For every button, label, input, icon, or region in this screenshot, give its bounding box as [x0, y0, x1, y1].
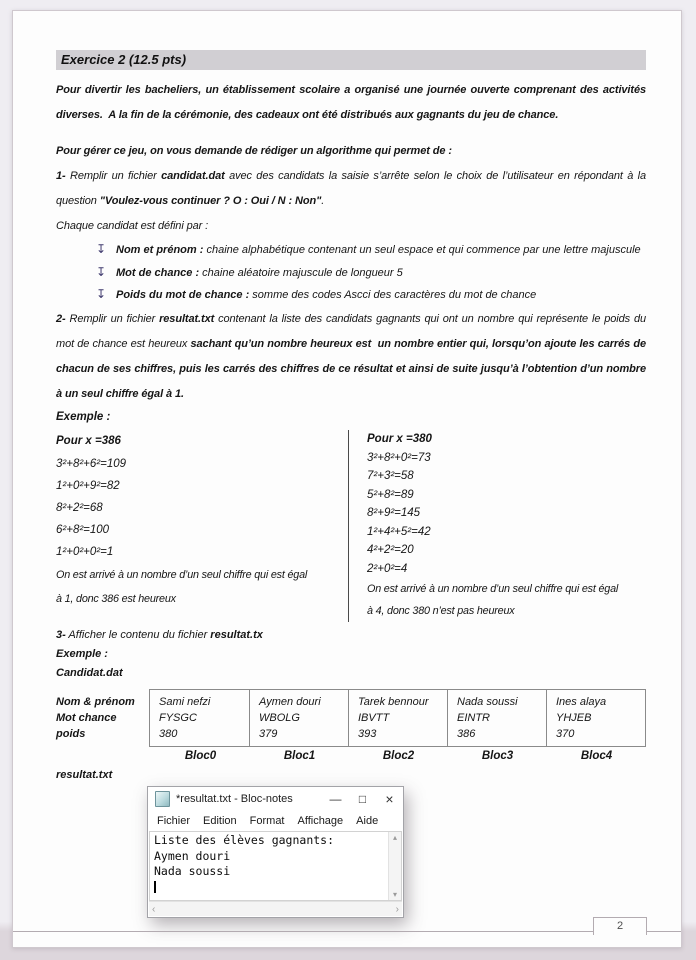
bloc-label: Bloc1: [283, 750, 316, 762]
intro-paragraph: [56, 78, 646, 128]
bullet-desc: somme des codes Ascci des caractères du mot de chance: [249, 289, 537, 301]
table-cell-bloc2: [348, 690, 447, 746]
task2-text-b: contenant la liste des candidats gagnants qui ont un nombre qui représente le poids du mot de chance est heureux: [56, 312, 646, 350]
notepad-line: Liste des élèves gagnants:: [154, 833, 335, 847]
task3-filename: resultat.tx: [210, 629, 263, 641]
table-row-labels: [56, 689, 149, 747]
candidate-word: YHJEB: [556, 712, 592, 724]
bloc-label: Bloc3: [481, 750, 514, 762]
bullet-arrow-icon: ↧: [96, 287, 107, 301]
candidate-weight: 386: [457, 728, 476, 740]
list-item: [56, 262, 646, 285]
task2-text-a: Remplir un fichier: [65, 312, 160, 325]
notepad-content[interactable]: [150, 832, 401, 893]
row-label-name: Nom & prénom: [56, 696, 135, 708]
calc-step: 1²+0²+9²=82: [56, 479, 120, 492]
table-cell-bloc0: [150, 690, 249, 746]
notepad-icon: [155, 791, 170, 807]
bullet-arrow-icon: ↧: [96, 242, 107, 256]
example-column-380: [348, 430, 646, 623]
calc-step: 8²+9²=145: [367, 507, 421, 519]
calc-step: 6²+8²=100: [56, 523, 110, 536]
task1-filename: candidat.dat: [161, 170, 225, 182]
menu-edition[interactable]: Edition: [203, 815, 237, 827]
candidate-weight: 393: [358, 728, 377, 740]
task3-paragraph: [56, 626, 646, 645]
table-cell-bloc3: [447, 690, 546, 746]
bullet-desc: chaine aléatoire majuscule de longueur 5: [199, 266, 403, 279]
intro-text: Pour divertir les bacheliers, un établissement scolaire a organisé une journée ouverte comprenant des activités diverses. A la fin de la cérémonie, des cadeaux ont été distribués aux gagnants du jeu de chance.: [56, 84, 646, 121]
page-footer: [13, 920, 681, 932]
goal-text: Pour gérer ce jeu, on vous demande de rédiger un algorithme qui permet de :: [56, 145, 452, 157]
row-label-word: Mot chance: [56, 712, 117, 724]
conclusion-line: à 1, donc 386 est heureux: [56, 592, 176, 605]
menu-affichage[interactable]: Affichage: [297, 815, 344, 827]
candidate-name: Sami nefzi: [159, 696, 211, 708]
table-cell-bloc1: [249, 690, 348, 746]
task2-paragraph: [56, 307, 646, 407]
page-number: 2: [593, 917, 647, 935]
conclusion-line: On est arrivé à un nombre d’un seul chiffre qui est égal: [56, 568, 308, 581]
horizontal-scrollbar[interactable]: [149, 901, 402, 916]
example2-label: Exemple :: [56, 648, 108, 660]
calc-step: 1²+0²+0²=1: [56, 545, 114, 558]
page-content: [13, 11, 681, 918]
notepad-line: Aymen douri: [154, 848, 231, 863]
bloc-labels-row: [151, 750, 646, 762]
row-label-weight: poids: [56, 728, 86, 740]
candidate-name: Nada soussi: [457, 696, 518, 708]
candidate-definition-intro: Chaque candidat est défini par :: [56, 220, 209, 232]
candidates-table: [56, 689, 646, 747]
candidat-dat-label: Candidat.dat: [56, 667, 123, 679]
candidate-word: WBOLG: [259, 712, 300, 724]
list-item: [56, 284, 646, 307]
table-cells: [149, 689, 646, 747]
candidate-word: IBVTT: [358, 712, 390, 724]
resultat-txt-label: resultat.txt: [56, 769, 113, 781]
scroll-up-icon[interactable]: ▴: [392, 833, 397, 842]
table-cell-bloc4: [546, 690, 645, 746]
calc-step: 4²+2²=20: [367, 544, 414, 556]
candidate-name: Ines alaya: [556, 696, 607, 708]
candidate-name: Tarek bennour: [358, 696, 429, 708]
bullet-term: Mot de chance :: [116, 266, 200, 279]
calc-step: 8²+2²=68: [56, 501, 103, 514]
notepad-window: [147, 786, 404, 918]
goal-paragraph: [56, 139, 646, 164]
notepad-text-area[interactable]: [149, 831, 402, 901]
bloc-label: Bloc4: [580, 750, 613, 762]
candidate-weight: 370: [556, 728, 575, 740]
bullet-term: Poids du mot de chance :: [116, 289, 250, 301]
notepad-menu-bar: [148, 811, 403, 831]
calc-step: 3²+8²+6²=109: [56, 457, 127, 470]
notepad-title-bar[interactable]: [148, 787, 403, 811]
bloc-label: Bloc0: [184, 750, 217, 762]
text-cursor: [154, 881, 156, 893]
scroll-left-icon[interactable]: ‹: [152, 903, 156, 915]
example-386-title: Pour x =386: [56, 434, 121, 447]
task1-period: .: [321, 195, 325, 207]
maximize-button[interactable]: □: [358, 792, 367, 806]
candidate-weight: 379: [259, 728, 278, 740]
bullet-desc: chaine alphabétique contenant un seul espace et qui commence par une lettre majuscule: [203, 244, 641, 256]
candidate-name: Aymen douri: [259, 696, 321, 708]
conclusion-line: à 4, donc 380 n’est pas heureux: [367, 605, 515, 617]
calc-step: 7²+3²=58: [367, 470, 414, 482]
candidate-word: FYSGC: [159, 712, 197, 724]
bullet-term: Nom et prénom :: [116, 244, 204, 256]
exercise-header: [56, 50, 646, 70]
calc-step: 1²+4²+5²=42: [367, 525, 431, 538]
candidate-weight: 380: [159, 728, 178, 740]
task1-question: "Voulez-vous continuer ? O : Oui / N : Non": [99, 195, 322, 207]
example-columns: [56, 430, 646, 623]
task3-text: Afficher le contenu du fichier: [65, 629, 211, 641]
task1-text-a: Remplir un fichier: [65, 170, 162, 182]
close-button[interactable]: ×: [385, 791, 394, 807]
task2-definition-bold: sachant qu’un nombre heureux est un nombre entier qui, lorsqu’on ajoute les carrés de chacun de ses chiffres, puis les carrés des chiffres de ce résultat et ainsi de suite jusqu’à l’obtention d’un nombre à un seul chiffre égal à 1.: [56, 337, 646, 400]
conclusion-line: On est arrivé à un nombre d’un seul chiffre qui est égal: [367, 583, 619, 595]
example-380-title: Pour x =380: [367, 432, 432, 445]
vertical-scrollbar[interactable]: [388, 832, 401, 900]
task1-number: 1-: [56, 170, 66, 182]
calc-step: 2²+0²=4: [367, 562, 408, 575]
scroll-down-icon[interactable]: ▾: [392, 890, 397, 899]
task3-number: 3-: [56, 629, 66, 641]
calc-step: 5²+8²=89: [367, 488, 414, 501]
candidate-word: EINTR: [457, 712, 490, 724]
document-page: [12, 10, 682, 948]
notepad-window-title: *resultat.txt - Bloc-notes: [176, 793, 293, 805]
bloc-label: Bloc2: [382, 750, 415, 762]
task1-paragraph: [56, 164, 646, 214]
task2-number: 2-: [56, 312, 66, 325]
menu-fichier[interactable]: Fichier: [157, 815, 191, 827]
example-column-386: [56, 430, 348, 623]
exercise-title: Exercice 2 (12.5 pts): [61, 52, 187, 67]
scroll-right-icon[interactable]: ›: [395, 903, 399, 915]
minimize-button[interactable]: —: [329, 792, 342, 806]
menu-format[interactable]: Format: [249, 815, 285, 827]
example1-label: Exemple :: [56, 410, 111, 423]
task2-filename: resultat.txt: [159, 312, 215, 325]
task1-text-b: avec des candidats la saisie s’arrête selon le choix de l’utilisateur en répondant à la question: [56, 170, 646, 207]
candidate-fields-list: [56, 239, 646, 307]
menu-aide[interactable]: Aide: [356, 815, 379, 827]
calc-step: 3²+8²+0²=73: [367, 451, 431, 464]
notepad-line: Nada soussi: [154, 864, 231, 878]
bullet-arrow-icon: ↧: [96, 264, 107, 279]
list-item: [56, 239, 646, 262]
